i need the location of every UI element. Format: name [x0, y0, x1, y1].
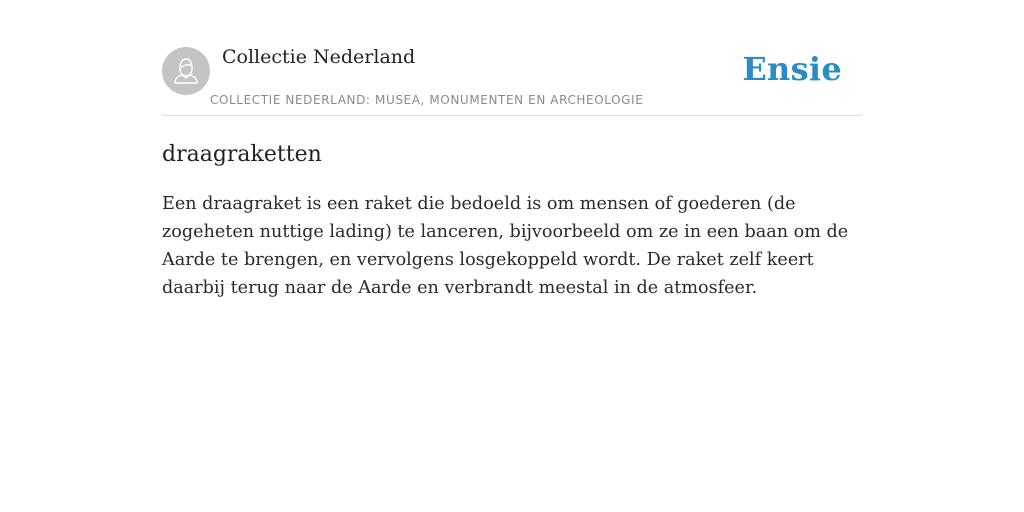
- user-avatar-icon: [162, 47, 210, 95]
- author-name[interactable]: Collectie Nederland: [222, 46, 416, 68]
- source-label[interactable]: COLLECTIE NEDERLAND: MUSEA, MONUMENTEN EN ARCHEOLOGIE: [210, 93, 644, 107]
- ensie-logo[interactable]: Ensie: [742, 50, 842, 88]
- entry-card: [162, 0, 862, 302]
- entry-body: Een draagraket is een raket die bedoeld is om mensen of goederen (de zogeheten nuttige lading) te lanceren, bijvoorbeeld om ze in een baan om de Aarde te brengen, en vervolgens losgekoppeld wordt. De raket zelf keert daarbij terug naar de Aarde en verbrandt meestal in de atmosfeer.: [162, 194, 849, 298]
- entry-title: draagraketten: [162, 142, 322, 167]
- entry-header: [162, 0, 862, 116]
- avatar[interactable]: [162, 47, 210, 95]
